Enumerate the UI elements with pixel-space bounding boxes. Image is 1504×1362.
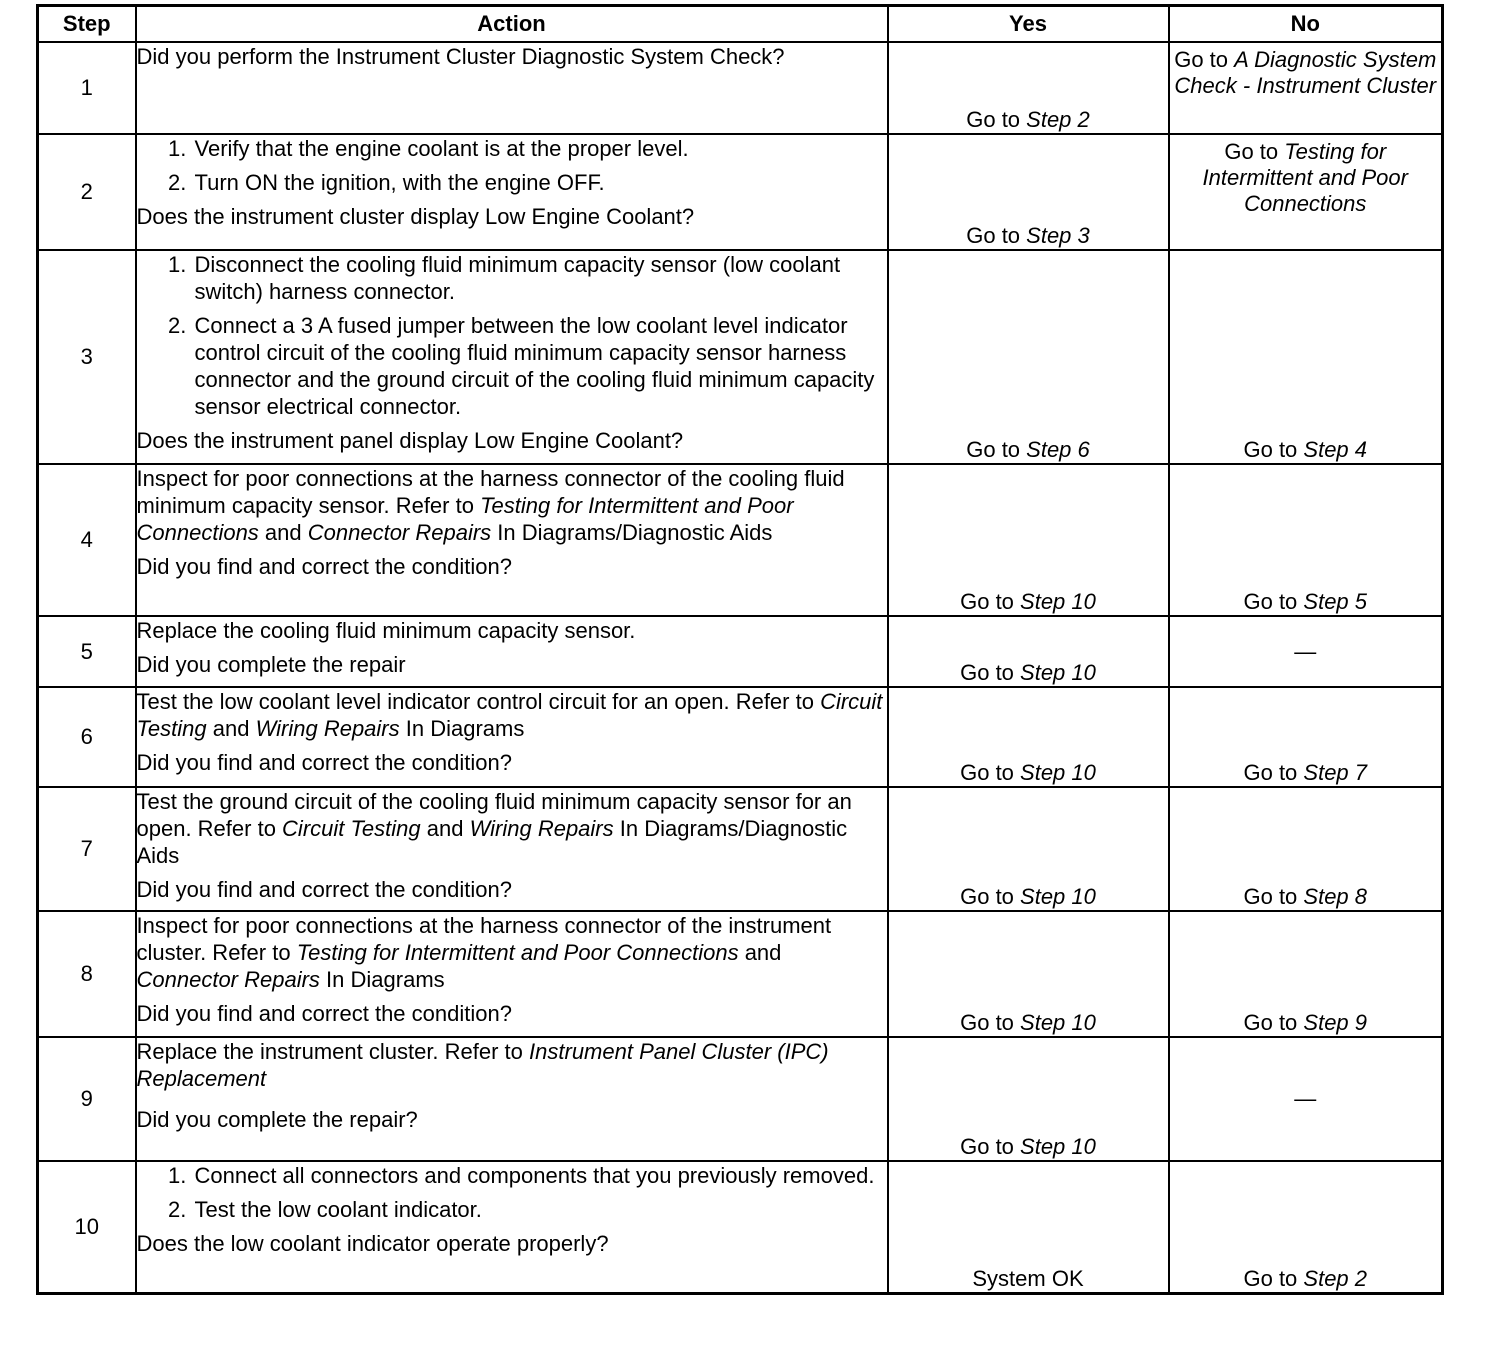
reference-link[interactable]: Wiring Repairs bbox=[255, 716, 400, 741]
action-cell bbox=[136, 1161, 888, 1293]
no-prefix: Go to bbox=[1243, 1265, 1304, 1291]
action-question: Did you find and correct the condition? bbox=[136, 554, 512, 579]
no-cell bbox=[1169, 42, 1443, 134]
no-step-link[interactable]: Step 8 bbox=[1303, 884, 1368, 909]
no-dash: — bbox=[1294, 638, 1317, 664]
no-cell bbox=[1169, 616, 1443, 687]
action-question: Did you find and correct the condition? bbox=[136, 1001, 512, 1026]
action-instruction bbox=[137, 1038, 887, 1099]
step-number: 9 bbox=[38, 1037, 136, 1161]
yes-prefix: Go to bbox=[966, 107, 1027, 132]
action-step-item: 1. Disconnect the cooling fluid minimum capacity sensor (low coolant switch) harness connector. bbox=[193, 251, 887, 305]
instruction-text: In Diagrams/Diagnostic Aids bbox=[491, 520, 773, 545]
no-cell bbox=[1169, 787, 1443, 911]
yes-cell bbox=[888, 687, 1169, 787]
instruction-text: and bbox=[738, 940, 782, 965]
action-cell bbox=[136, 250, 888, 464]
yes-result: System OK bbox=[972, 1265, 1084, 1291]
step-number: 8 bbox=[38, 911, 136, 1037]
action-cell bbox=[136, 787, 888, 911]
instruction-text: In Diagrams bbox=[399, 716, 525, 741]
diagnostic-table bbox=[36, 4, 1444, 1295]
yes-prefix: Go to bbox=[960, 589, 1021, 614]
reference-link[interactable]: Connector Repairs bbox=[136, 967, 320, 992]
instruction-text: Test the ground circuit of the cooling fluid minimum capacity sensor for an open. Refer to bbox=[136, 789, 852, 841]
action-cell bbox=[136, 134, 888, 250]
yes-step-link[interactable]: Step 10 bbox=[1020, 660, 1096, 685]
header-row bbox=[38, 6, 1443, 43]
step-number: 10 bbox=[38, 1161, 136, 1293]
instruction-text: and bbox=[420, 816, 470, 841]
action-instruction bbox=[137, 688, 887, 742]
yes-prefix: Go to bbox=[960, 884, 1021, 909]
yes-step-link[interactable]: Step 2 bbox=[1026, 107, 1090, 132]
action-instruction bbox=[137, 912, 887, 993]
table-row bbox=[38, 42, 1443, 134]
no-cell bbox=[1169, 250, 1443, 464]
header-no: No bbox=[1169, 6, 1443, 43]
reference-link[interactable]: Testing for Intermittent and Poor Connections bbox=[136, 493, 794, 545]
action-question: Did you perform the Instrument Cluster Diagnostic System Check? bbox=[136, 44, 785, 69]
reference-link[interactable]: Testing for Intermittent and Poor Connections bbox=[296, 940, 739, 965]
table-row bbox=[38, 464, 1443, 616]
action-cell bbox=[136, 911, 888, 1037]
action-cell bbox=[136, 464, 888, 616]
action-step-item: 1. Connect all connectors and components that you previously removed. bbox=[193, 1162, 887, 1189]
instruction-text: Inspect for poor connections at the harness connector of the instrument cluster. Refer to bbox=[136, 913, 832, 965]
instruction-text: Inspect for poor connections at the harness connector of the cooling fluid minimum capacity sensor. Refer to bbox=[136, 466, 845, 518]
header-step: Step bbox=[38, 6, 136, 43]
action-step-item: 2. Test the low coolant indicator. bbox=[193, 1196, 887, 1223]
yes-cell bbox=[888, 616, 1169, 687]
step-number: 1 bbox=[38, 42, 136, 134]
yes-prefix: Go to bbox=[960, 660, 1021, 685]
no-cell bbox=[1169, 1161, 1443, 1293]
yes-cell bbox=[888, 1161, 1169, 1293]
no-prefix: Go to bbox=[1243, 1010, 1304, 1035]
table-row bbox=[38, 1161, 1443, 1293]
no-dash: — bbox=[1294, 1086, 1317, 1111]
reference-link[interactable]: Wiring Repairs bbox=[469, 816, 614, 841]
table-row bbox=[38, 787, 1443, 911]
action-instruction bbox=[137, 788, 887, 869]
yes-cell bbox=[888, 250, 1169, 464]
reference-link[interactable]: Instrument Panel Cluster (IPC) Replacement bbox=[136, 1039, 829, 1091]
no-cell bbox=[1169, 134, 1443, 250]
yes-step-link[interactable]: Step 10 bbox=[1020, 1010, 1096, 1035]
instruction-text: Replace the instrument cluster. Refer to bbox=[136, 1039, 530, 1064]
yes-cell bbox=[888, 464, 1169, 616]
yes-prefix: Go to bbox=[960, 760, 1021, 785]
action-cell bbox=[136, 616, 888, 687]
no-step-link[interactable]: Step 9 bbox=[1303, 1010, 1368, 1035]
table-row bbox=[38, 911, 1443, 1037]
no-step-link[interactable]: Testing for Intermittent and Poor Connections bbox=[1202, 139, 1408, 216]
action-cell bbox=[136, 1037, 888, 1161]
yes-prefix: Go to bbox=[960, 1010, 1021, 1035]
no-prefix: Go to bbox=[1224, 139, 1285, 164]
step-number: 6 bbox=[38, 687, 136, 787]
table-row bbox=[38, 1037, 1443, 1161]
no-prefix: Go to bbox=[1174, 47, 1235, 72]
reference-link[interactable]: Connector Repairs bbox=[307, 520, 492, 545]
table-row bbox=[38, 134, 1443, 250]
instruction-text: and bbox=[258, 520, 308, 545]
step-number: 7 bbox=[38, 787, 136, 911]
yes-step-link[interactable]: Step 10 bbox=[1020, 589, 1096, 614]
action-instruction: Replace the cooling fluid minimum capacity sensor. bbox=[136, 618, 636, 643]
yes-prefix: Go to bbox=[966, 223, 1027, 248]
table-row bbox=[38, 250, 1443, 464]
step-number: 4 bbox=[38, 464, 136, 616]
no-prefix: Go to bbox=[1243, 884, 1304, 909]
yes-step-link[interactable]: Step 3 bbox=[1026, 223, 1090, 248]
yes-step-link[interactable]: Step 10 bbox=[1020, 760, 1096, 785]
instruction-text: and bbox=[206, 716, 256, 741]
instruction-text: In Diagrams bbox=[319, 967, 445, 992]
yes-cell bbox=[888, 134, 1169, 250]
table-row bbox=[38, 687, 1443, 787]
action-steps-list bbox=[137, 251, 887, 420]
header-yes: Yes bbox=[888, 6, 1169, 43]
no-step-link[interactable]: Step 2 bbox=[1303, 1265, 1368, 1291]
yes-prefix: Go to bbox=[960, 1134, 1021, 1159]
action-question: Did you find and correct the condition? bbox=[136, 750, 512, 775]
no-cell bbox=[1169, 464, 1443, 616]
action-question: Does the low coolant indicator operate properly? bbox=[136, 1231, 609, 1256]
yes-step-link[interactable]: Step 10 bbox=[1020, 1134, 1096, 1159]
action-question: Did you complete the repair bbox=[136, 652, 406, 677]
yes-cell bbox=[888, 42, 1169, 134]
action-question: Does the instrument cluster display Low Engine Coolant? bbox=[136, 204, 695, 229]
no-cell bbox=[1169, 911, 1443, 1037]
step-number: 3 bbox=[38, 250, 136, 464]
action-steps-list bbox=[137, 1162, 887, 1223]
yes-prefix: Go to bbox=[966, 437, 1027, 462]
step-number: 2 bbox=[38, 134, 136, 250]
table-row bbox=[38, 616, 1443, 687]
no-cell bbox=[1169, 1037, 1443, 1161]
instruction-text: In Diagrams/Diagnostic Aids bbox=[136, 816, 848, 868]
action-cell bbox=[136, 687, 888, 787]
reference-link[interactable]: Circuit Testing bbox=[136, 689, 883, 741]
reference-link[interactable]: Circuit Testing bbox=[282, 816, 421, 841]
no-step-link[interactable]: A Diagnostic System Check - Instrument Cluster bbox=[1174, 47, 1437, 98]
action-question: Does the instrument panel display Low Engine Coolant? bbox=[136, 428, 684, 453]
action-step-item: 2. Connect a 3 A fused jumper between the low coolant level indicator control circuit of the cooling fluid minimum capacity sensor harness connector and the ground circuit of the cooling fluid minimum capacity sensor electrical connector. bbox=[193, 312, 887, 420]
action-instruction bbox=[137, 465, 887, 546]
yes-step-link[interactable]: Step 6 bbox=[1026, 437, 1090, 462]
yes-cell bbox=[888, 1037, 1169, 1161]
header-action: Action bbox=[136, 6, 888, 43]
no-step-link[interactable]: Step 4 bbox=[1303, 437, 1368, 462]
action-question: Did you complete the repair? bbox=[136, 1107, 418, 1132]
action-question: Did you find and correct the condition? bbox=[136, 877, 512, 902]
action-step-item: 2. Turn ON the ignition, with the engine OFF. bbox=[193, 169, 887, 196]
no-cell bbox=[1169, 687, 1443, 787]
no-prefix: Go to bbox=[1243, 760, 1304, 785]
no-step-link[interactable]: Step 5 bbox=[1303, 589, 1368, 614]
no-step-link[interactable]: Step 7 bbox=[1303, 760, 1368, 785]
instruction-text: Test the low coolant level indicator control circuit for an open. Refer to bbox=[136, 689, 821, 714]
step-number: 5 bbox=[38, 616, 136, 687]
no-prefix: Go to bbox=[1243, 589, 1304, 614]
yes-cell bbox=[888, 911, 1169, 1037]
action-step-item: 1. Verify that the engine coolant is at the proper level. bbox=[193, 135, 887, 162]
yes-step-link[interactable]: Step 10 bbox=[1020, 884, 1096, 909]
yes-cell bbox=[888, 787, 1169, 911]
action-cell bbox=[136, 42, 888, 134]
action-steps-list bbox=[137, 135, 887, 196]
no-prefix: Go to bbox=[1243, 437, 1304, 462]
